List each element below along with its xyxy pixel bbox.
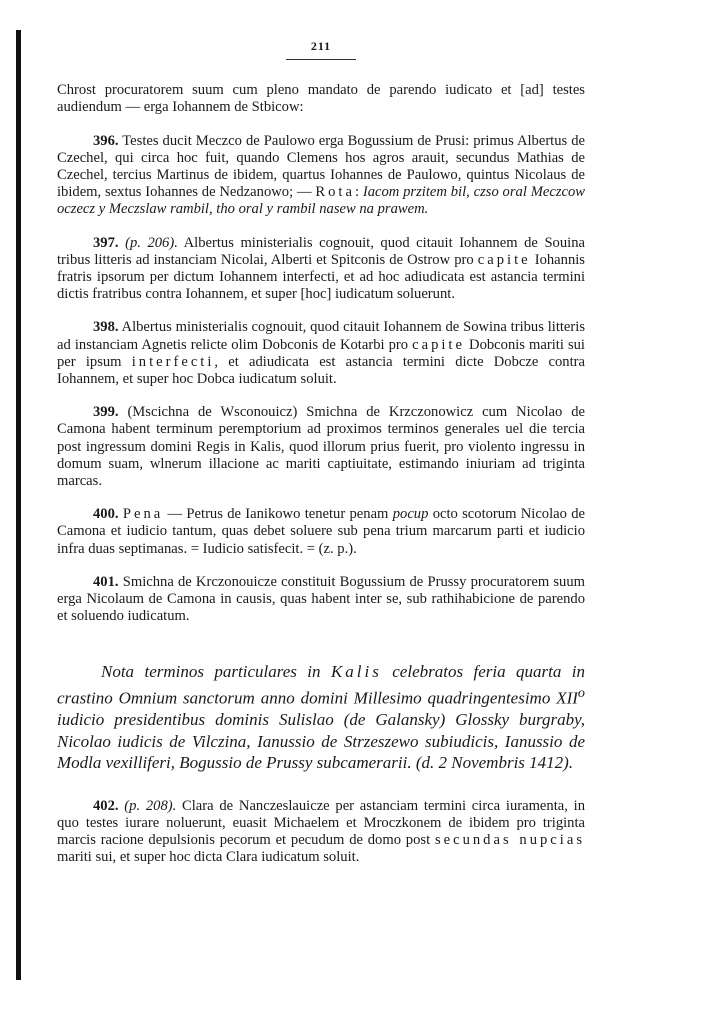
entry-397 [57,235,585,304]
intro-paragraph: Chrost procuratorem suum cum pleno mandato de parendo iudicato et [ad] testes audiendum — erga Iohannem de Stbicow: [57,82,585,116]
entry-text: Testes ducit Meczco de Paulowo erga Bogussium de Prusi: primus Albertus de Czechel, qui circa hoc fuit, quando Clemens hos agros arauit, secundus Mathias de Czechel, tercius Martinus de ibidem, quartus Iohannes de Paulowo, quintus Nicolaus de ibidem, sextus Iohannes de Nedzanowo; — [57,132,585,201]
entry-number: 398. [93,319,119,336]
nota-spaced-word: Kalis [330,662,382,682]
nota-heading [57,661,585,773]
entry-401 [57,574,585,626]
entry-text: Smichna de Krczonouicze constituit Bogussium de Prussy procuratorem suum erga Nicolaum de Camona in causis, quas habent inter se, sub rathihabicione de parendo et soluendo iudicatum. [57,573,585,625]
entry-number: 399. [93,404,119,421]
entry-spaced-word: Rota [315,184,355,201]
entry-spaced-word: interfecti [131,353,215,370]
entry-number: 400. [93,506,119,523]
document-page [57,38,585,866]
page-number: 211 [57,38,585,60]
entry-page-ref: (p. 206). [118,234,178,251]
nota-text: iudicio presidentibus dominis Sulislao (de Galansky) Glossky burgraby, Nicolao iudicis de Vilczina, Ianussio de Strzeszewo subiudicis, Ianussio de Modla vexilliferi, Bogussio de Prussy subcamerarii. (d. 2 Novembris 1412). [57,710,585,773]
nota-text: celebratos feria quarta in crastino Omnium sanctorum anno domini Millesimo quadringentesimo XII [57,662,585,708]
entry-text: Albertus ministerialis cognouit, quod citauit Iohannem de Sowina tribus litteris ad instanciam Agnetis relicte olim Dobconis de Kotarbi pro [57,319,585,353]
entry-402 [57,798,585,867]
entry-text: Albertus ministerialis cognouit, quod citauit Iohannem de Souina tribus litteris ad instanciam Nicolai, Alberti et Spitconis de Ostrow pro [57,234,585,268]
entry-number: 401. [93,573,119,590]
entry-italic-text: pocup [392,506,429,523]
entry-number: 396. [93,132,119,149]
entry-page-ref: (p. 208). [118,797,177,814]
nota-text: Nota terminos particulares in [101,662,331,682]
entry-italic-text: Iacom przitem bil, czso oral Meczcow oczecz y Meczslaw rambil, tho oral y rambil nasew na prawem. [57,184,586,218]
entry-400 [57,506,585,558]
entry-number: 402. [93,797,119,814]
entry-text: Dobconis mariti sui per ipsum [57,336,585,370]
entry-spaced-word: capite [412,336,465,353]
entry-text: : [354,184,363,201]
nota-superscript: o [577,684,585,701]
entry-text: mariti sui, et super hoc dicta Clara iudicatum soluit. [57,849,360,866]
entry-text: Clara de Nanczeslauicze per astanciam termini circa iuramenta, in quo testes iurare noluerunt, euasit Michaelem et Mroczkonem de ibidem pro triginta marcis racione depulsionis pecorum et pecudum de domo post [57,797,585,849]
entry-text: , et adiudicata est astancia termini dicte Dobcze contra Iohannem, et super hoc Dobca iudicatum soluit. [57,353,585,388]
entry-398 [57,319,585,388]
entry-399 [57,404,585,490]
scan-margin-edge [16,30,21,980]
entry-text: — Petrus de Ianikowo tenetur penam [163,506,393,523]
entry-spaced-word: capite [477,251,531,268]
entry-text: Iohannis fratris ipsorum per dictum Iohannem interfecti, et ad hoc adiudicata est astancia termini dictis fratribus contra Iohannem, et super [hoc] iudicatum soluerunt. [57,251,585,303]
entry-text: (Mscichna de Wsconouicz) Smichna de Krzczonowicz cum Nicolao de Camona habent terminum peremptorium ad proximos terminos generales uel die tercia post ingressum domini Regis in Kalis, quod illorum prius fuerit, pro violento ingressu in domum suam, wlnerum illacione ac mariti captiuitate, estimando iniuriam ad triginta marcas. [57,404,585,490]
entry-number: 397. [93,234,119,251]
entry-text: octo scotorum Nicolao de Camona et iudicio tantum, quas debet soluere sub pena trium marcarum parti et iudicio infra duas septimanas. = Iudicio satisfecit. = (z. p.). [57,506,585,557]
entry-spaced-word: secundas nupcias [434,832,585,849]
entry-396 [57,133,585,219]
entry-spaced-word: Pena [122,506,164,523]
